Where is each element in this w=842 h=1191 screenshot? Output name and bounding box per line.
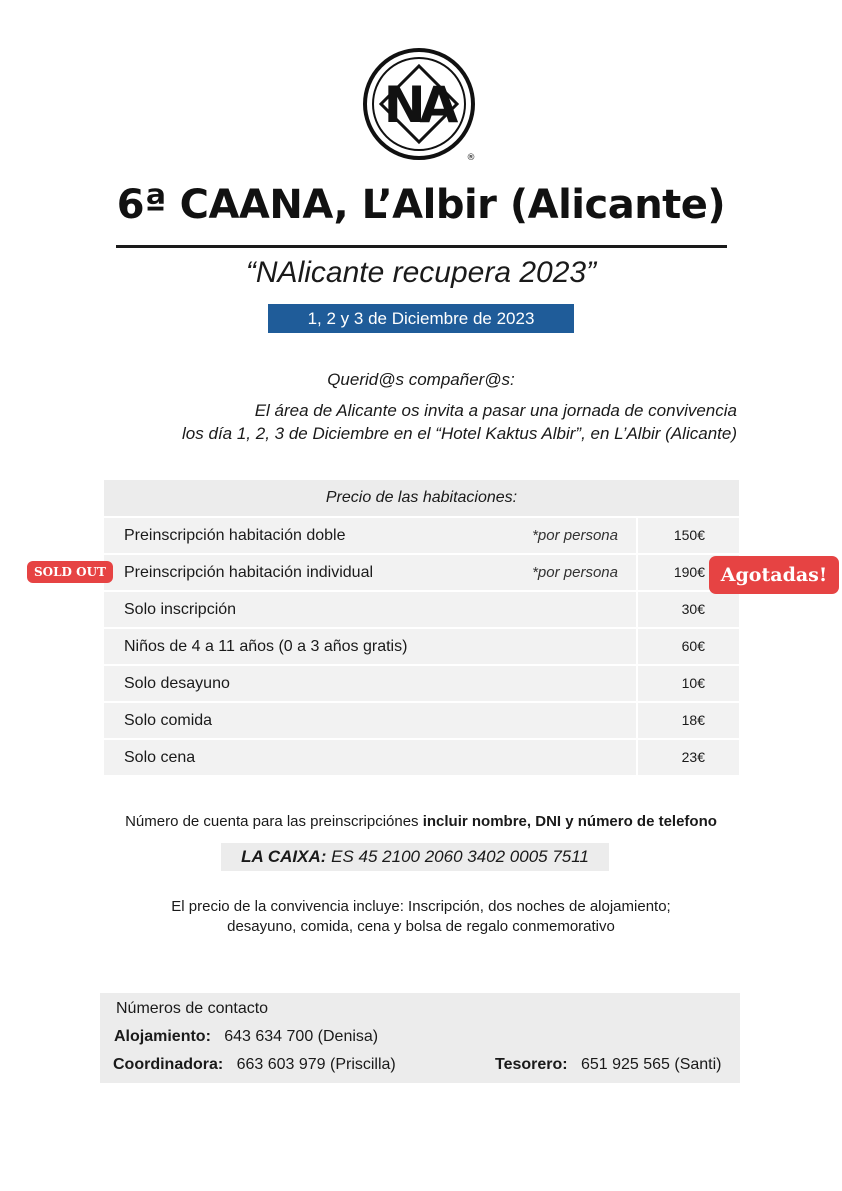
price-row-single: [104, 555, 739, 590]
contact-label: Alojamiento:: [114, 1028, 211, 1045]
price-row-children: [104, 629, 739, 664]
price-row-label: Solo inscripción: [124, 601, 237, 618]
contact-label: Coordinadora:: [113, 1056, 224, 1073]
contact-label: Tesorero:: [495, 1056, 568, 1073]
price-row-price: 190€: [638, 555, 739, 590]
price-row-label: Preinscripción habitación doble: [124, 527, 346, 544]
price-table: [104, 480, 739, 775]
greeting: Querid@s compañer@s:: [327, 370, 515, 389]
date-badge: 1, 2 y 3 de Diciembre de 2023: [268, 304, 574, 333]
price-row-note: *por persona: [532, 564, 618, 581]
bank-name: LA CAIXA:: [241, 847, 327, 866]
page-title: 6ª CAANA, L’Albir (Alicante): [116, 182, 726, 228]
contact-box: [100, 993, 740, 1083]
price-row-label: Solo desayuno: [124, 675, 230, 692]
price-row-breakfast: [104, 666, 739, 701]
invitation-line-1: El área de Alicante os invita a pasar una jornada de convivencia: [254, 401, 737, 420]
account-instructions: [0, 813, 842, 830]
na-logo: [361, 48, 481, 164]
title-underline: [116, 245, 727, 248]
price-row-label: Niños de 4 a 11 años (0 a 3 años gratis): [124, 638, 408, 655]
price-row-price: 30€: [638, 592, 739, 627]
bank-account-box: [221, 843, 609, 871]
contact-phone: 663 603 979 (Priscilla): [236, 1056, 396, 1073]
price-row-price: 60€: [638, 629, 739, 664]
invitation-line-2: los día 1, 2, 3 de Diciembre en el “Hotel Kaktus Albir”, en L’Albir (Alicante): [182, 424, 737, 443]
logo-registered-mark: ®: [466, 153, 476, 163]
price-row-double: [104, 518, 739, 553]
contact-phone: 651 925 565 (Santi): [580, 1056, 722, 1073]
bank-iban: ES 45 2100 2060 3402 0005 7511: [331, 847, 589, 866]
price-row-note: *por persona: [532, 527, 618, 544]
price-row-price: 150€: [638, 518, 739, 553]
price-row-registration: [104, 592, 739, 627]
agotadas-badge: Agotadas!: [709, 556, 839, 594]
subtitle: “NAlicante recupera 2023”: [245, 256, 597, 289]
logo-letters: NA: [383, 76, 453, 134]
price-row-label: Solo cena: [124, 749, 196, 766]
includes-line-2: desayuno, comida, cena y bolsa de regalo conmemorativo: [227, 918, 615, 935]
price-table-heading: Precio de las habitaciones:: [104, 480, 739, 516]
contact-alojamiento: [114, 1028, 378, 1046]
price-row-dinner: [104, 740, 739, 775]
price-row-lunch: [104, 703, 739, 738]
price-row-label: Solo comida: [124, 712, 213, 729]
price-row-label: Preinscripción habitación individual: [124, 564, 374, 581]
price-row-price: 10€: [638, 666, 739, 701]
sold-out-badge: SOLD OUT: [27, 561, 113, 583]
contact-title: Números de contacto: [116, 1000, 269, 1017]
contact-coordinadora: [113, 1056, 396, 1074]
price-row-price: 23€: [638, 740, 739, 775]
account-required-info: incluir nombre, DNI y número de telefono: [422, 813, 717, 830]
includes-line-1: El precio de la convivencia incluye: Inscripción, dos noches de alojamiento;: [171, 898, 671, 915]
account-text: Número de cuenta para las preinscripciónes: [125, 813, 423, 830]
contact-tesorero: [495, 1056, 722, 1074]
contact-phone: 643 634 700 (Denisa): [224, 1028, 379, 1045]
price-row-price: 18€: [638, 703, 739, 738]
